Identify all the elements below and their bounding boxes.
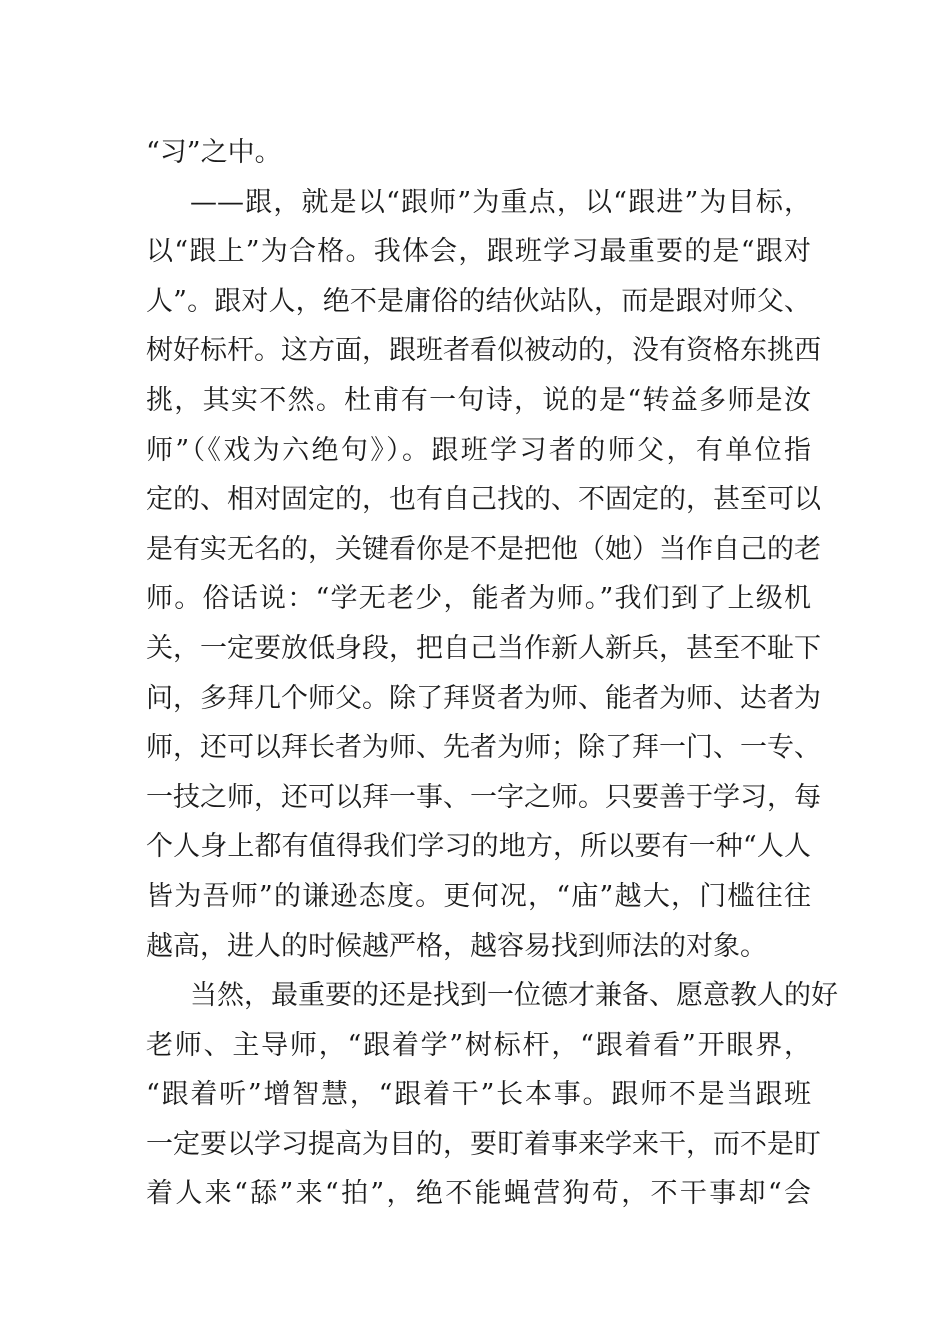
body-text xyxy=(146,128,838,1219)
text-line: 个人身上都有值得我们学习的地方，所以要有一种“人人 xyxy=(146,831,811,863)
text-line: 问，多拜几个师父。除了拜贤者为师、能者为师、达者为 xyxy=(146,682,821,714)
text-line: 是有实无名的，关键看你是不是把他（她）当作自己的老 xyxy=(146,533,821,565)
text-line: 挑，其实不然。杜甫有一句诗，说的是“转益多师是汝 xyxy=(146,384,811,416)
text-line: 一定要以学习提高为目的，要盯着事来学来干，而不是盯 xyxy=(146,1128,821,1160)
text-line: 当然，最重要的还是找到一位德才兼备、愿意教人的好 xyxy=(190,980,838,1012)
text-line: 关，一定要放低身段，把自己当作新人新兵，甚至不耻下 xyxy=(146,632,821,664)
text-line: 树好标杆。这方面，跟班者看似被动的，没有资格东挑西 xyxy=(146,335,821,367)
text-line: ——跟，就是以“跟师”为重点，以“跟进”为目标， xyxy=(190,186,811,218)
text-line: 师。俗话说：“学无老少，能者为师。”我们到了上级机 xyxy=(146,583,811,615)
text-line: “跟着听”增智慧，“跟着干”长本事。跟师不是当跟班 xyxy=(146,1079,811,1111)
text-line: 师”（《戏为六绝句》）。跟班学习者的师父，有单位指 xyxy=(146,434,811,466)
text-line: 着人来“舔”来“拍”，绝不能蝇营狗苟，不干事却“会 xyxy=(146,1178,811,1210)
text-line: 人”。跟对人，绝不是庸俗的结伙站队，而是跟对师父、 xyxy=(146,285,811,317)
text-line: 师，还可以拜长者为师、先者为师；除了拜一门、一专、 xyxy=(146,732,821,764)
text-line: 皆为吾师”的谦逊态度。更何况，“庙”越大，门槛往往 xyxy=(146,880,811,912)
text-line: 越高，进人的时候越严格，越容易找到师法的对象。 xyxy=(146,930,767,962)
text-line: 老师、主导师，“跟着学”树标杆，“跟着看”开眼界， xyxy=(146,1029,811,1061)
text-line: 一技之师，还可以拜一事、一字之师。只要善于学习，每 xyxy=(146,781,821,813)
text-line: “习”之中。 xyxy=(146,137,282,168)
text-line: 定的、相对固定的，也有自己找的、不固定的，甚至可以 xyxy=(146,484,821,516)
text-line: 以“跟上”为合格。我体会，跟班学习最重要的是“跟对 xyxy=(146,236,811,268)
